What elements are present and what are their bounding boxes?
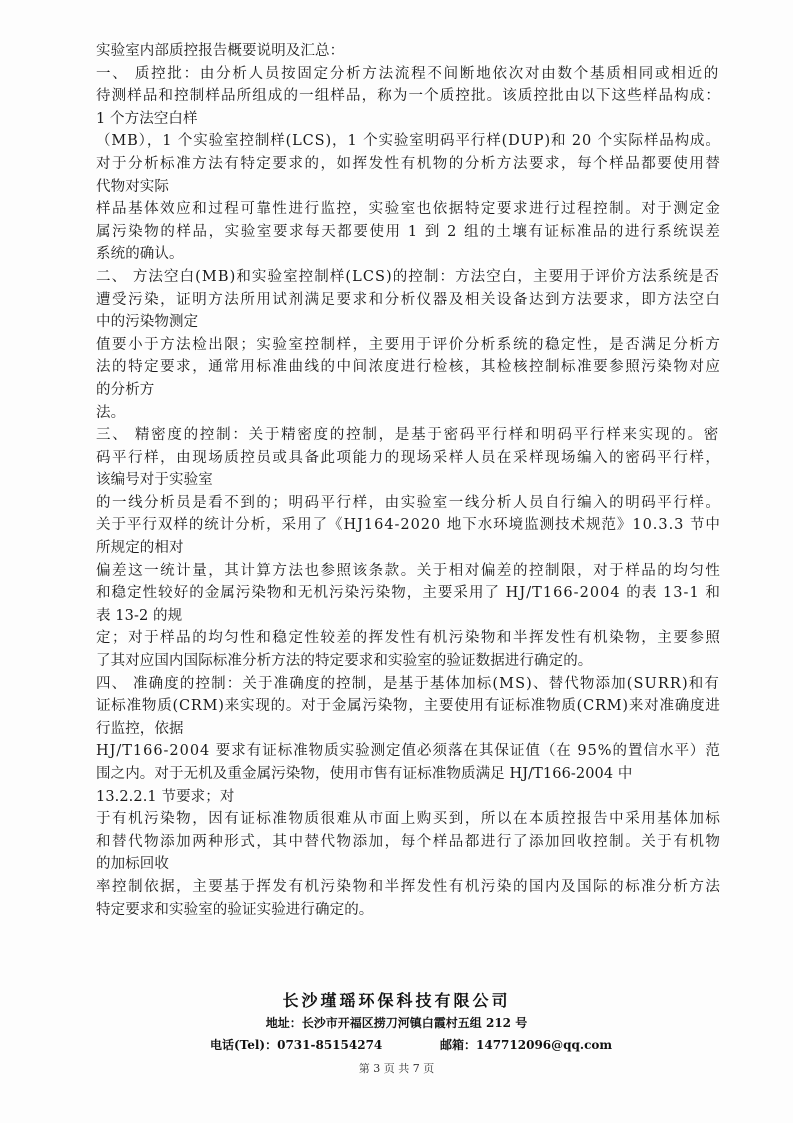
body-line: 系统的确认。 (96, 246, 184, 263)
report-body-text (96, 40, 720, 921)
body-line: 率控制依据，主要基于挥发有机污染物和半挥发性有机污染的国内及国际的标准分析方法 (96, 878, 722, 895)
body-line: 特定要求和实验室的验证实验进行确定的。 (96, 901, 374, 918)
body-line: 和稳定性较好的金属污染物和无机污染污染物，主要采用了 HJ/T166-2004 的表 13-1 和 (96, 585, 721, 602)
body-line: 法的特定要求，通常用标准曲线的中间浓度进行检核，其检核控制标准要参照污染物对应 (96, 359, 722, 376)
body-line: 的分析方 (96, 381, 155, 398)
body-line: 码平行样，由现场质控员或具备此项能力的现场采样人员在采样现场编入的密码平行样， (96, 449, 722, 466)
body-line: 13.2.2.1 节要求；对 (96, 788, 235, 805)
body-line: 四、 准确度的控制：关于准确度的控制，是基于基体加标(MS)、替代物添加(SURR)和有 (96, 675, 720, 692)
body-line: 了其对应国内国际标准分析方法的特定要求和实验室的验证数据进行确定的。 (96, 653, 593, 670)
body-line: 三、 精密度的控制：关于精密度的控制，是基于密码平行样和明码平行样来实现的。密 (96, 427, 720, 444)
body-line: 所规定的相对 (96, 540, 184, 557)
body-line: 二、 方法空白(MB)和实验室控制样(LCS)的控制：方法空白，主要用于评价方法系统是否 (96, 268, 720, 285)
body-line: 样品基体效应和过程可靠性进行监控，实验室也依据特定要求进行过程控制。对于测定金 (96, 201, 722, 218)
body-line: 行监控，依据 (96, 720, 184, 737)
company-email: 邮箱：147712096@qq.com (440, 1038, 613, 1052)
body-line: 于有机污染物，因有证标准物质很难从市面上购买到，所以在本质控报告中采用基体加标 (96, 811, 722, 828)
company-address: 地址：长沙市开福区捞刀河镇白霞村五组 212 号 (265, 1016, 528, 1030)
body-line: 待测样品和控制样品所组成的一组样品，称为一个质控批。该质控批由以下这些样品构成： (96, 88, 722, 105)
body-line: 表 13-2 的规 (96, 607, 183, 624)
body-line: 和替代物添加两种形式，其中替代物添加，每个样品都进行了添加回收控制。关于有机物 (96, 833, 722, 850)
body-line: 的一线分析员是看不到的；明码平行样，由实验室一线分析人员自行编入的明码平行样。 (96, 494, 722, 511)
body-line: 偏差这一统计量，其计算方法也参照该条款。关于相对偏差的控制限，对于样品的均匀性 (96, 562, 722, 579)
body-line: 该编号对于实验室 (96, 472, 213, 489)
company-name: 长沙瑾瑶环保科技有限公司 (282, 991, 511, 1010)
body-line: 证标准物质(CRM)来实现的。对于金属污染物，主要使用有证标准物质(CRM)来对准确度进 (96, 698, 721, 715)
body-line: 围之内。对于无机及重金属污染物，使用市售有证标准物质满足 HJ/T166-2004 中 (96, 766, 633, 782)
body-line: 值要小于方法检出限；实验室控制样，主要用于评价分析系统的稳定性，是否满足分析方 (96, 336, 722, 353)
body-line: 法。 (96, 404, 126, 421)
body-line: 一、 质控批：由分析人员按固定分析方法流程不间断地依次对由数个基质相同或相近的 (96, 65, 720, 82)
body-line: 属污染物的样品，实验室要求每天都要使用 1 到 2 组的土壤有证标准品的进行系统误差 (96, 223, 722, 240)
body-line: 实验室内部质控报告概要说明及汇总： (96, 43, 345, 59)
body-line: 代物对实际 (96, 178, 169, 195)
body-line: 的加标回收 (96, 856, 169, 873)
body-line: HJ/T166-2004 要求有证标准物质实验测定值必须落在其保证值（在 95%的置信水平）范 (96, 743, 721, 760)
body-line: 1 个方法空白样 (96, 110, 198, 127)
company-phone: 电话(Tel)：0731-85154274 (210, 1038, 383, 1052)
body-line: 关于平行双样的统计分析，采用了《HJ164-2020 地下水环境监测技术规范》10.3.3 节中 (96, 517, 721, 534)
body-line: 对于分析标准方法有特定要求的，如挥发性有机物的分析方法要求，每个样品都要使用替 (96, 155, 722, 172)
page-number: 第 3 页 共 7 页 (358, 1062, 435, 1075)
body-line: （MB），1 个实验室控制样(LCS)，1 个实验室明码平行样(DUP)和 20 个实际样品构成。 (96, 133, 721, 150)
body-line: 定；对于样品的均匀性和稳定性较差的挥发性有机污染物和半挥发性有机染物，主要参照 (96, 630, 722, 647)
body-line: 遭受污染，证明方法所用试剂满足要求和分析仪器及相关设备达到方法要求，即方法空白 (96, 291, 722, 308)
body-line: 中的污染物测定 (96, 314, 199, 331)
